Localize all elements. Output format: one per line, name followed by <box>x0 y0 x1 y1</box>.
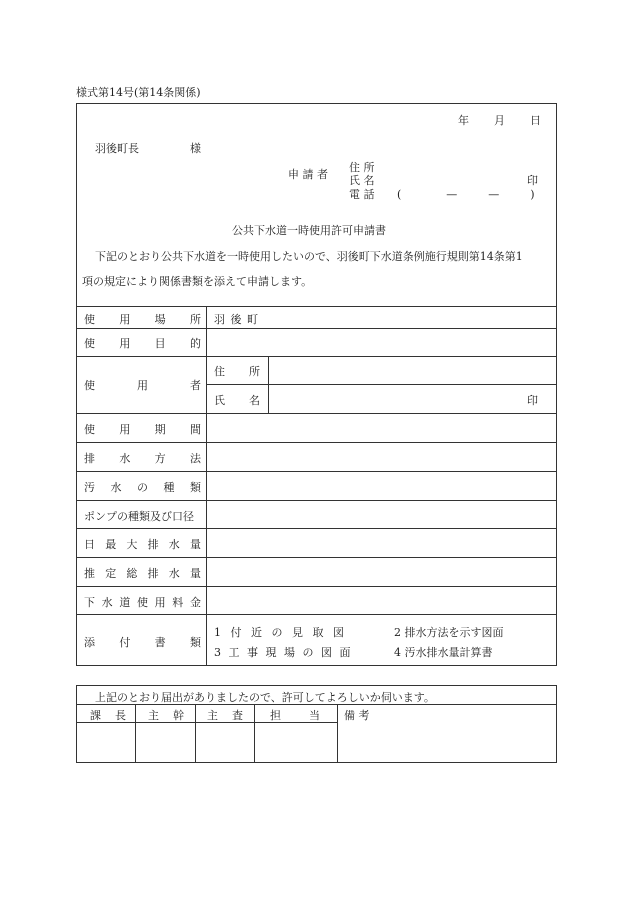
attachment-item-4: 4 汚水排水量計算書 <box>394 646 493 659</box>
applicant-address-label: 住 所 <box>349 161 375 174</box>
addressee-honorific: 様 <box>190 142 201 155</box>
row-rule <box>206 384 557 385</box>
row-rule <box>76 442 557 443</box>
row-rule <box>76 413 557 414</box>
date-month: 月 <box>494 114 505 127</box>
attachment-item-1: 1 付 近 の 見 取 図 <box>214 626 347 639</box>
label-attachments: 添 付 書 類 <box>84 636 201 649</box>
body-text-line2: 項の規定により関係書類を添えて申請します。 <box>82 275 313 288</box>
date-day: 日 <box>530 114 541 127</box>
approval-chief: 課 長 <box>90 709 126 722</box>
approval-supervisor: 主 幹 <box>148 709 184 722</box>
label-user-name: 氏 名 <box>214 394 260 407</box>
row-rule <box>76 471 557 472</box>
attachment-item-3: 3 工 事 現 場 の 図 面 <box>214 646 353 659</box>
approval-inspector: 主 査 <box>207 709 243 722</box>
table-top-rule <box>76 306 557 307</box>
label-user: 使 用 者 <box>84 379 201 392</box>
applicant-name-label: 氏 名 <box>349 174 375 187</box>
approval-col-divider <box>135 704 136 763</box>
row-rule <box>76 328 557 329</box>
form-number: 様式第14号(第14条関係) <box>76 86 201 99</box>
body-text-line1: 下記のとおり公共下水道を一時使用したいので、羽後町下水道条例施行規則第14条第1 <box>95 250 523 263</box>
addressee-name: 羽後町長 <box>95 142 139 155</box>
approval-note: 上記のとおり届出がありましたので、許可してよろしいか伺います。 <box>95 691 435 704</box>
approval-remarks: 備 考 <box>344 709 370 722</box>
value-location: 羽 後 町 <box>214 313 259 326</box>
label-pump: ポンプの種類及び口径 <box>84 510 194 523</box>
date-year: 年 <box>458 114 469 127</box>
label-drainage-method: 排 水 方 法 <box>84 452 201 465</box>
label-total-est: 推 定 総 排 水 量 <box>84 567 201 580</box>
approval-col-divider <box>337 704 338 763</box>
row-rule <box>76 614 557 615</box>
attachment-item-2: 2 排水方法を示す図面 <box>394 626 504 639</box>
approval-col-divider <box>195 704 196 763</box>
row-rule <box>76 586 557 587</box>
label-purpose: 使 用 目 的 <box>84 337 201 350</box>
label-fee: 下 水 道 使 用 料 金 <box>84 596 201 609</box>
applicant-phone-format: ( — — ) <box>397 188 538 201</box>
approval-rule <box>76 704 557 705</box>
row-rule <box>76 528 557 529</box>
form-title: 公共下水道一時使用許可申請書 <box>232 224 386 237</box>
row-rule <box>76 557 557 558</box>
label-location: 使 用 場 所 <box>84 313 201 326</box>
label-wastewater-type: 汚 水 の 種 類 <box>84 481 201 494</box>
approval-in-charge: 担 当 <box>270 709 320 722</box>
label-user-address: 住 所 <box>214 365 260 378</box>
row-rule <box>76 356 557 357</box>
row-rule <box>76 500 557 501</box>
label-column-divider <box>206 306 207 666</box>
applicant-label: 申 請 者 <box>288 168 328 181</box>
approval-col-divider <box>254 704 255 763</box>
applicant-phone-label: 電 話 <box>349 188 375 201</box>
user-subcolumn-divider <box>268 356 269 413</box>
applicant-seal: 印 <box>527 174 538 187</box>
user-seal: 印 <box>527 394 538 407</box>
label-period: 使 用 期 間 <box>84 423 201 436</box>
label-max-daily: 日 最 大 排 水 量 <box>84 538 201 551</box>
